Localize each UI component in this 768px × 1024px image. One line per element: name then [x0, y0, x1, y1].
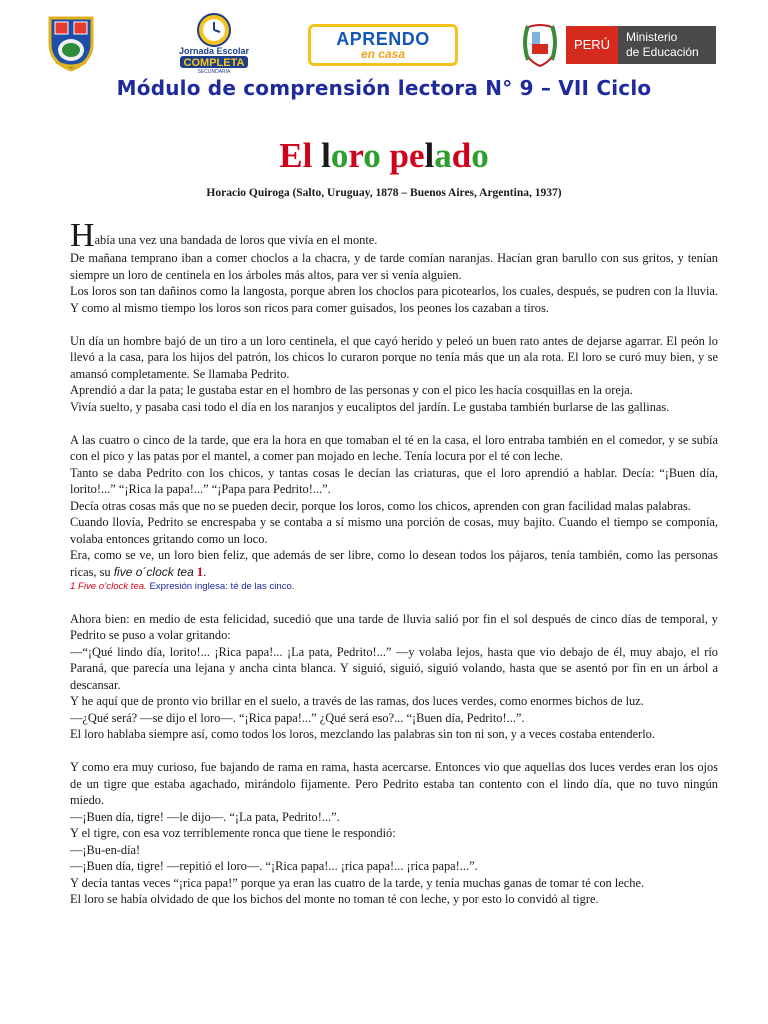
- footnote-number: 1: [70, 581, 76, 592]
- svg-text:SECUNDARIA: SECUNDARIA: [197, 69, 231, 74]
- story-paragraph: Ahora bien: en medio de esta felicidad, sucedió que una tarde de lluvia salió por fin el sol después de cinco días de temporal, y Pedrito se puso a volar gritando:: [70, 611, 718, 642]
- ministry-line-1: Ministerio: [626, 30, 678, 44]
- story-paragraph: El loro hablaba siempre así, como todos los loros, mezclando las palabras sin ton ni son, y a veces costaba entenderlo.: [70, 727, 655, 741]
- story-paragraph: Y decía tantas veces “¡rica papa!” porque ya eran las cuatro de la tarde, y tenía muchas ganas de tomar té con leche.: [70, 875, 645, 890]
- story-paragraph: Cuando llovía, Pedrito se encrespaba y se contaba a sí mismo una porción de cosas, muy bajito. Cuando el tiempo se componía, volaba entonces gritando como un loco.: [70, 515, 718, 546]
- title-letter-group: o: [330, 136, 349, 175]
- story-paragraph: Vivía suelto, y pasaba casi todo el día en los naranjos y eucaliptos del jardín. Le gustaba también burlarse de las gallinas.: [70, 399, 670, 414]
- story-paragraph: Decía otras cosas más que no se pueden decir, porque los loros, como los chicos, aprenden con gran facilidad malas palabras.: [70, 498, 691, 513]
- footnote-term: Five o’clock tea.: [78, 581, 147, 592]
- title-letter-group: d: [451, 136, 472, 175]
- story-body: [70, 214, 718, 908]
- story-paragraph: —¡Bu-en-día!: [70, 842, 141, 857]
- story-paragraph: Y he aquí que de pronto vio brillar en el suelo, a través de las ramas, dos luces verdes, como enormes bichos de luz.: [70, 694, 644, 708]
- paragraph-group-1: [70, 250, 718, 547]
- aprendo-sub-text: en casa: [360, 47, 406, 61]
- story-paragraph: De mañana temprano iban a comer choclos a la chacra, y de tarde comían naranjas. Hacían gran barullo con sus gritos, y tenían siempre un loro de centinela en los árboles más altos, para ver si venía alguien.: [70, 251, 718, 282]
- story-paragraph: Aprendió a dar la pata; le gustaba estar en el hombro de las personas y con el pico les hacía cosquillas en la oreja.: [70, 383, 633, 397]
- footnote-ref-number[interactable]: 1: [196, 564, 204, 579]
- story-paragraph: Los loros son tan dañinos como la langosta, porque abren los choclos para picotearlos, los cuales, después, se pudren con la lluvia. Y como al mismo tiempo los loros son ricos para comer guisados, los peones los cazaban a tiros.: [70, 284, 718, 315]
- ministry-line-2: de Educación: [626, 45, 699, 59]
- title-letter-group: a: [434, 136, 452, 175]
- story-paragraph: —¡Buen día, tigre! —repitió el loro—. “¡Rica papa!... ¡rica papa!... ¡rica papa!...”.: [70, 859, 478, 873]
- title-letter-group: [312, 136, 321, 175]
- peru-label: PERÚ: [566, 26, 618, 64]
- story-paragraph: Tanto se daba Pedrito con los chicos, y tantas cosas le decían las criaturas, que el loro aprendió a hablar. Decía: “¡Buen día, lorito!...” “¡Rica la papa!...” “¡Papa para Pedrito!...”.: [70, 465, 718, 496]
- paragraph-with-footnote: Era, como se ve, un loro bien feliz, que además de ser libre, como lo desean todos los pájaros, tenía también, como las personas ricas, su five o´clock tea 1.: [70, 548, 718, 579]
- story-paragraph: —¡Buen día, tigre! —le dijo—. “¡La pata, Pedrito!...”.: [70, 809, 340, 824]
- drop-cap: H: [70, 217, 95, 254]
- title-letter-group: o: [471, 136, 489, 175]
- story-title: [0, 136, 768, 176]
- page-header: [0, 0, 768, 76]
- footnote-ref-text: five o´clock tea: [113, 564, 194, 579]
- story-paragraph: Y el tigre, con esa voz terriblemente ronca que tiene le respondió:: [70, 826, 396, 840]
- title-letter-group: o: [363, 136, 381, 175]
- title-letter-group: r: [348, 136, 364, 175]
- jornada-escolar-logo: [172, 10, 256, 74]
- aprendo-en-casa-logo: [308, 24, 458, 66]
- story-paragraph: Y como era muy curioso, fue bajando de rama en rama, hasta acercarse. Entonces vio que aquellas dos luces verdes eran los ojos de un tigre que estaba agachado, mirándolo fijamente. Pero Pedrito estaba tan contento con el lindo día, que no tuvo ningún miedo.: [70, 760, 718, 807]
- paragraph-text: Era, como se ve, un loro bien feliz, que además de ser libre, como lo desean todos los pájaros, tenía también, como las personas ricas, su: [70, 548, 718, 579]
- first-line-text: abía una vez una bandada de loros que vivía en el monte.: [94, 233, 378, 247]
- paragraph-group-2: [70, 611, 718, 908]
- story-paragraph: A las cuatro o cinco de la tarde, que era la hora en que tomaban el té en la casa, el loro entraba también en el comedor, y se subía con el pico y las patas por el mantel, a comer pan mojado en leche. Tenía locura por el té con leche.: [70, 432, 718, 463]
- title-letter-group: El: [279, 136, 313, 175]
- story-paragraph: El loro se había olvidado de que los bichos del monte no toman té con leche, y por esto lo convidó al tigre.: [70, 892, 599, 906]
- module-title: Módulo de comprensión lectora N° 9 – VII Ciclo: [116, 76, 652, 100]
- footnote: [70, 580, 718, 594]
- author-line: Horacio Quiroga (Salto, Uruguay, 1878 – Buenos Aires, Argentina, 1937): [206, 187, 562, 199]
- story-paragraph: Un día un hombre bajó de un tiro a un loro centinela, el que cayó herido y peleó un buen rato antes de dejarse agarrar. El peón lo llevó a la casa, para los hijos del patrón, los chicos lo curaron porque no tenía más que un ala rota. El loro se curó muy bien, y se amansó completamente. Se llamaba Pedrito.: [70, 333, 718, 381]
- first-paragraph: [70, 217, 718, 254]
- minedu-logo: [520, 22, 716, 68]
- peru-coat-of-arms-icon: [520, 22, 560, 68]
- story-paragraph: —¿Qué será? —se dijo el loro—. “¡Rica papa!...” ¿Qué será eso?... “¡Buen día, Pedrito!...”.: [70, 710, 525, 725]
- story-paragraph: —“¡Qué lindo día, lorito!... ¡Rica papa!... ¡La pata, Pedrito!...” —y volaba lejos, hasta que vio debajo de él, muy abajo, el río Paraná, que parecía una lejana y ancha cinta blanca. Y siguió, siguió, siguió volando, hasta que se asentó por fin en un árbol a descansar.: [70, 644, 718, 692]
- title-letter-group: pe: [389, 136, 425, 175]
- ministry-label: [618, 26, 716, 64]
- title-letter-group: l: [321, 136, 331, 175]
- school-crest-logo: [46, 14, 96, 72]
- footnote-definition: Expresión inglesa: té de las cinco.: [149, 581, 295, 592]
- aprendo-main-text: APRENDO: [336, 29, 430, 49]
- title-letter-group: l: [424, 136, 435, 175]
- svg-text:COMPLETA: COMPLETA: [183, 57, 245, 69]
- svg-text:Jornada Escolar: Jornada Escolar: [178, 46, 250, 56]
- title-letter-group: [381, 136, 390, 175]
